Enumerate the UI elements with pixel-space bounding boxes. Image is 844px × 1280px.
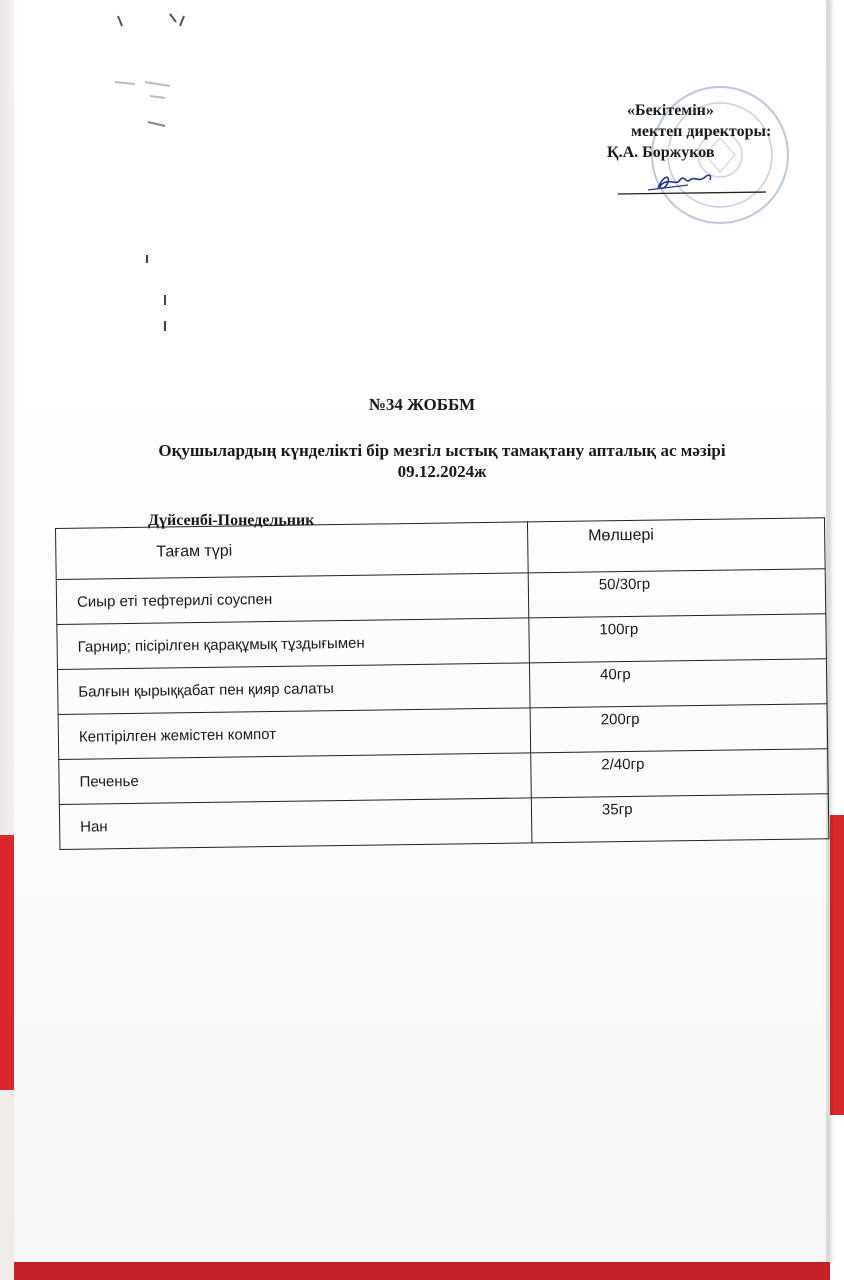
amount-cell: 50/30гр [528,569,826,618]
dish-cell: Кептірілген жемістен компот [58,708,531,760]
signature [618,168,768,198]
margin-ticks [143,255,173,335]
amount-cell: 100гр [529,614,827,663]
amount-cell: 200гр [530,704,828,753]
amount-cell: 2/40гр [531,749,829,798]
approval-line3: Қ.А. Боржуков [607,144,715,161]
header-dish-type: Тағам түрі [56,522,529,580]
menu-title: Оқушылардың күнделікті бір мезгіл ыстық тамақтану апталық ас мәзірі [158,441,726,460]
menu-table [55,517,829,850]
red-backing-right [830,815,844,1115]
left-edge [0,0,14,835]
dish-cell: Сиыр еті тефтерилі соуспен [56,573,529,625]
header-amount: Мөлшері [527,518,825,573]
approval-block [605,100,825,163]
dish-cell: Печенье [59,753,532,805]
menu-date: 09.12.2024ж [397,462,487,481]
menu-table-wrap [55,517,831,838]
approval-line2: мектеп директоры: [631,123,772,140]
amount-cell: 35гр [531,794,829,843]
approval-line1: «Бекітемін» [627,102,714,119]
red-backing-bottom [14,1262,830,1280]
dish-cell: Балғын қырыққабат пен қияр салаты [57,663,530,715]
school-name: №34 ЖОББМ [368,395,476,414]
weekday-label: Дүйсенбі-Понедельник [148,512,315,529]
dish-cell: Гарнир; пісірілген қарақұмық тұздығымен [57,618,530,670]
amount-cell: 40гр [529,659,827,708]
scan-marks [110,12,200,132]
dish-cell: Нан [59,798,532,850]
